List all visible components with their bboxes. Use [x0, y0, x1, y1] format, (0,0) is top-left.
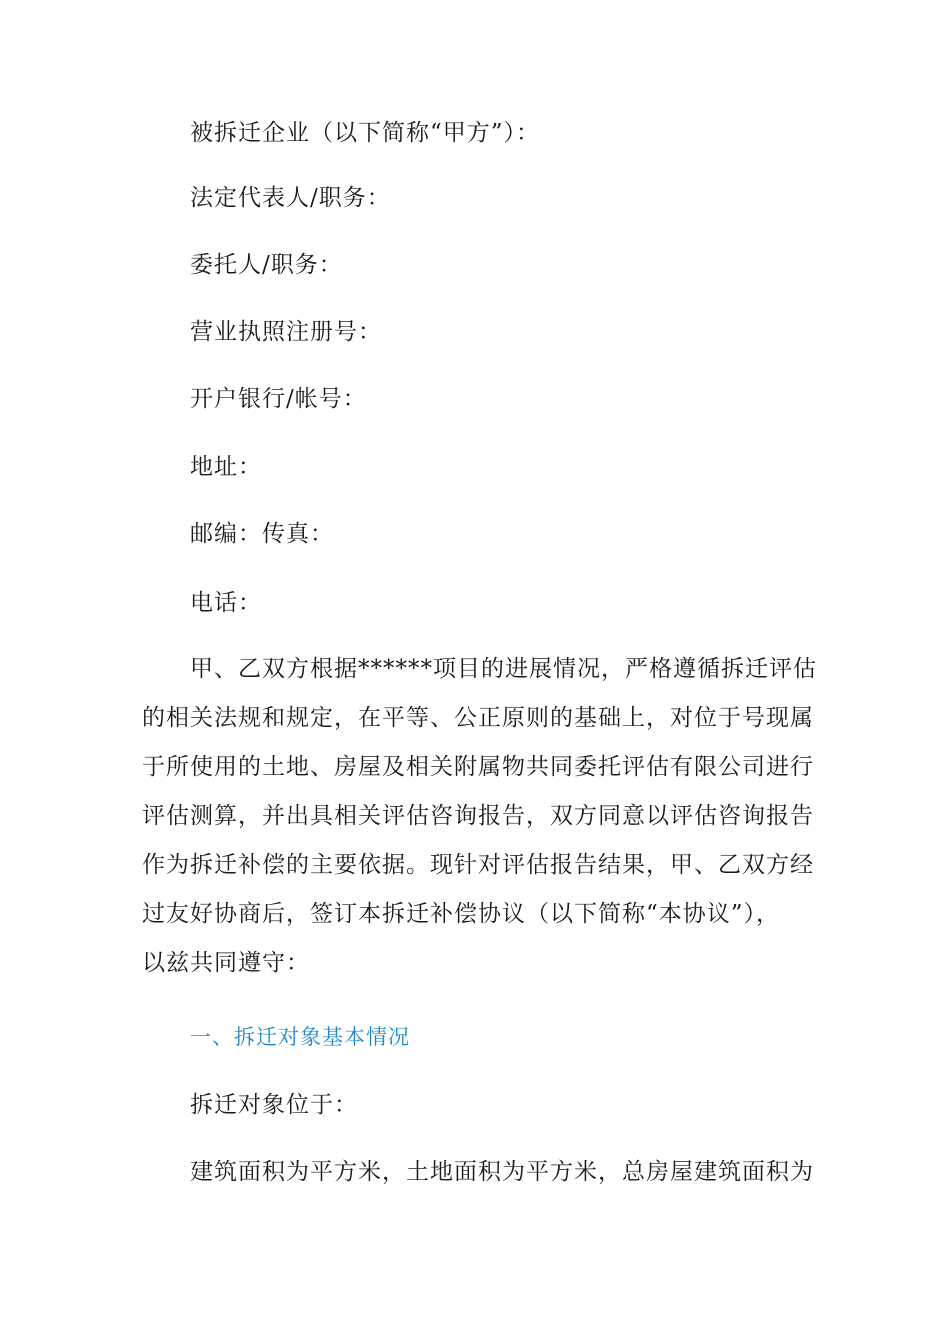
entrusted-field: 委托人/职务：: [190, 252, 343, 278]
preamble-line: 的相关法规和规定，在平等、公正原则的基础上，对位于号现属: [142, 705, 814, 731]
address-field: 地址：: [190, 454, 262, 480]
preamble-line: 于所使用的土地、房屋及相关附属物共同委托评估有限公司进行: [142, 754, 814, 780]
preamble-paragraph: [142, 645, 817, 988]
preamble-line: 以兹共同遵守：: [142, 950, 310, 976]
license-number-field: 营业执照注册号：: [190, 319, 382, 345]
preamble-line: 甲、乙双方根据******项目的进展情况，严格遵循拆迁评估: [190, 656, 817, 682]
party-a-title: 被拆迁企业（以下简称“甲方”）：: [190, 120, 541, 146]
location-field: 拆迁对象位于：: [190, 1092, 358, 1118]
preamble-line: 作为拆迁补偿的主要依据。现针对评估报告结果，甲、乙双方经: [142, 852, 814, 878]
legal-rep-field: 法定代表人/职务：: [190, 185, 391, 211]
phone-field: 电话：: [190, 590, 262, 616]
preamble-line: 过友好协商后，签订本拆迁补偿协议（以下简称“本协议”），: [142, 901, 781, 927]
section-heading: 一、拆迁对象基本情况: [190, 1025, 410, 1049]
area-line: 建筑面积为平方米，土地面积为平方米，总房屋建筑面积为: [190, 1159, 814, 1185]
postcode-fax-field: 邮编：传真：: [190, 521, 334, 547]
preamble-line: 评估测算，并出具相关评估咨询报告，双方同意以评估咨询报告: [142, 803, 814, 829]
bank-account-field: 开户银行/帐号：: [190, 386, 367, 412]
